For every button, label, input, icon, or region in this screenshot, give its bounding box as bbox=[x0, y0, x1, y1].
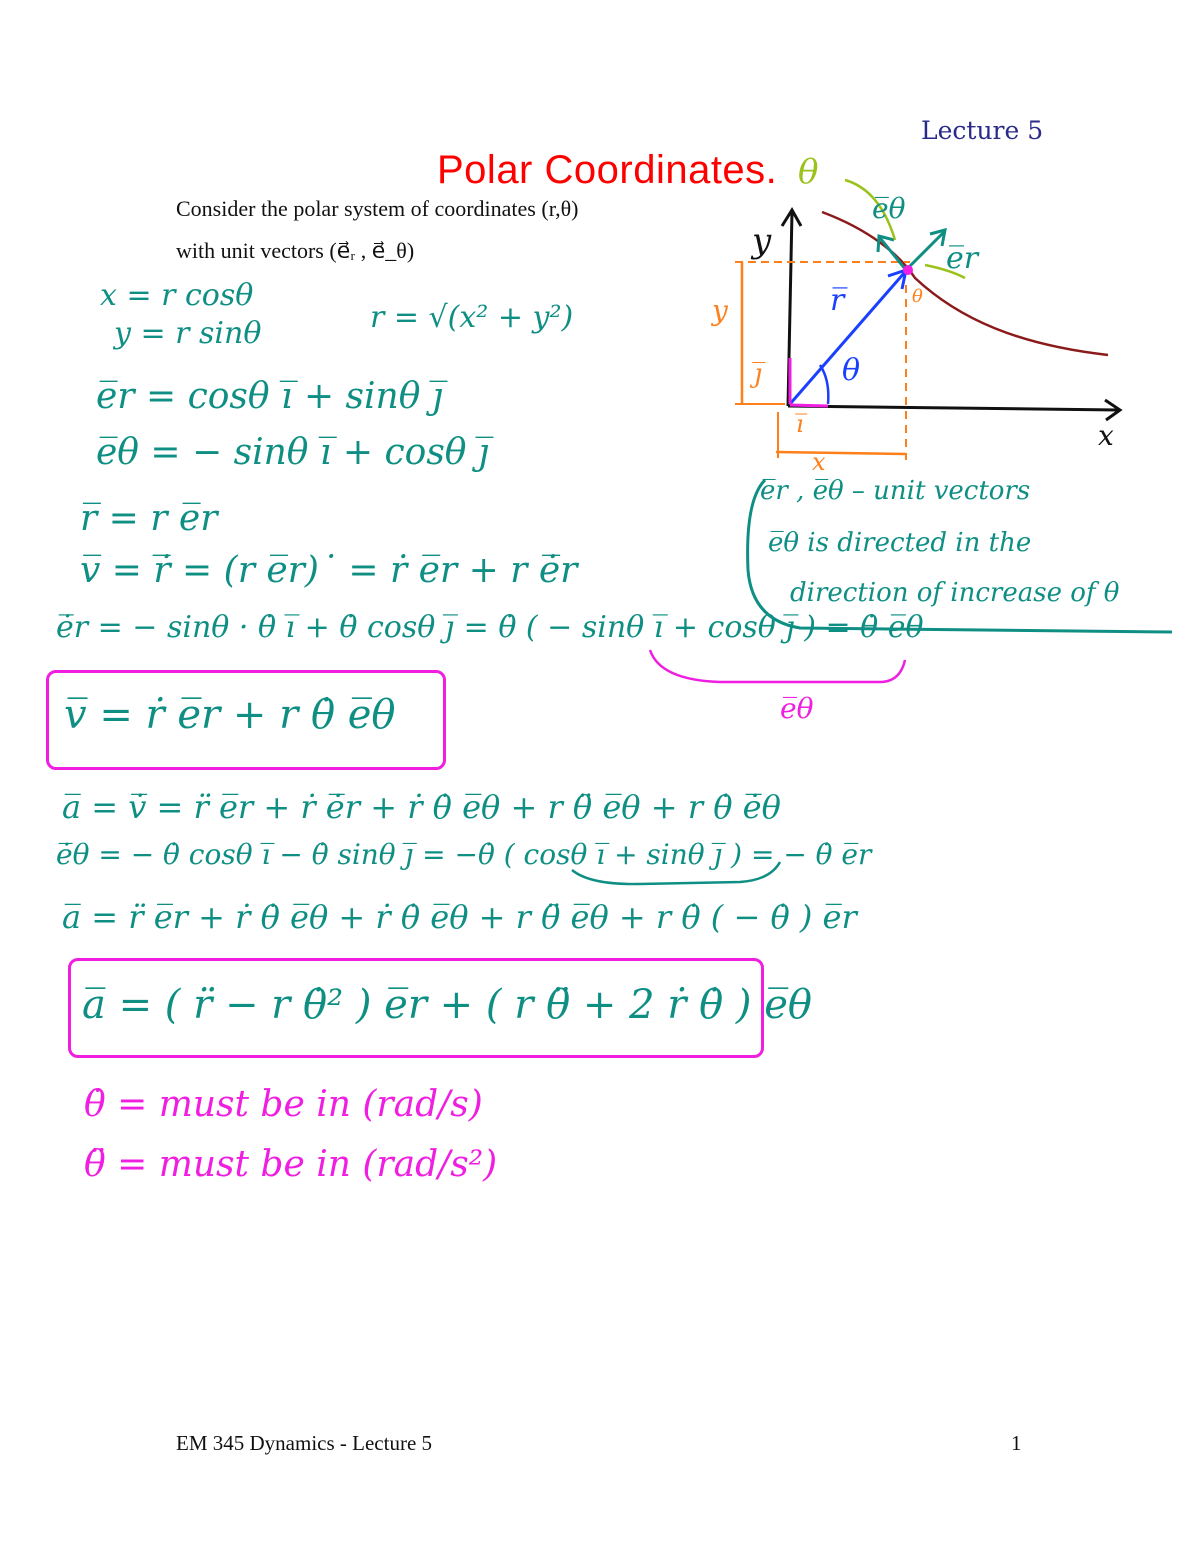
note-line-1: e̅r , e̅θ – unit vectors bbox=[760, 476, 1031, 506]
eq-v-result: v̅ = ṙ e̅r + r θ̇ e̅θ bbox=[64, 692, 396, 738]
diagram-y-dim-label: y bbox=[712, 294, 728, 327]
diagram-theta-top: θ bbox=[798, 152, 819, 192]
intro-line-2: with unit vectors (e⃗ᵣ , e⃗_θ) bbox=[176, 238, 415, 263]
e-theta-vector bbox=[880, 238, 906, 270]
eq-etheta-def: e̅θ = − sinθ i̅ + cosθ j̅ bbox=[96, 432, 490, 473]
diagram-i-label: i̅ bbox=[796, 410, 804, 438]
eq-theta-ddot-unit: θ̈ = must be in (rad/s²) bbox=[84, 1144, 498, 1185]
eq-theta-dot-unit: θ̇ = must be in (rad/s) bbox=[84, 1084, 483, 1125]
eq-v-derivative: v̅ = ṙ̅ = (r e̅r)˙ = ṙ e̅r + r ė̅r bbox=[80, 550, 578, 591]
diagram-small-theta: θ bbox=[912, 286, 923, 307]
diagram-e-r-label: e̅r bbox=[946, 241, 979, 276]
eq-r-def: r = √(x² + y²) bbox=[370, 300, 574, 335]
diagram-r-label: r̅ bbox=[830, 283, 845, 318]
eq-a-expand: a̅ = r̈ e̅r + ṙ θ̇ e̅θ + ṙ θ̇ e̅θ + r θ̈ e̅θ + r θ̇ ( − θ̇ ) e̅r bbox=[62, 898, 857, 936]
lecture-label: Lecture 5 bbox=[921, 116, 1044, 145]
eq-er-dot-brace-label: e̅θ bbox=[780, 692, 814, 725]
angle-arc bbox=[820, 365, 828, 404]
diagram-j-label: j̅ bbox=[754, 359, 763, 389]
x-dimension-line bbox=[776, 452, 906, 454]
diagram-x-dim-label: x bbox=[812, 448, 826, 476]
diagram-angle-label: θ bbox=[842, 353, 861, 388]
e-theta-brace bbox=[650, 650, 905, 682]
eq-er-def: e̅r = cosθ i̅ + sinθ j̅ bbox=[96, 376, 444, 417]
diagram-x-axis-label: x bbox=[1098, 419, 1114, 452]
eq-a-result: a̅ = ( r̈ − r θ̇² ) e̅r + ( r θ̈ + 2 ṙ θ̇ ) e̅θ bbox=[82, 982, 812, 1028]
eq-x-def: x = r cosθ bbox=[100, 278, 254, 313]
trajectory-curve bbox=[822, 212, 1108, 355]
e-r-vector bbox=[906, 232, 944, 270]
eq-etheta-dot: ė̅θ = − θ̇ cosθ i̅ − θ̇ sinθ j̅ = −θ̇ ( cosθ i̅ + sinθ j̅ ) = − θ̇ e̅r bbox=[56, 838, 872, 871]
footer-course: EM 345 Dynamics - Lecture 5 bbox=[176, 1431, 433, 1455]
intro-line-1: Consider the polar system of coordinates (r,θ) bbox=[176, 196, 579, 221]
eq-er-dot: ė̅r = − sinθ · θ̇ i̅ + θ̇ cosθ j̅ = θ̇ ( − sinθ i̅ + cosθ j̅ ) = θ̇ e̅θ bbox=[56, 610, 924, 645]
i-unit-vector bbox=[790, 405, 828, 406]
page-title: Polar Coordinates. bbox=[437, 148, 778, 192]
footer-page-number: 1 bbox=[1011, 1431, 1022, 1455]
eq-r-vector: r̅ = r e̅r bbox=[80, 498, 218, 539]
note-line-2: e̅θ is directed in the bbox=[768, 528, 1032, 558]
x-axis bbox=[788, 406, 1118, 410]
eq-y-def: y = r sinθ bbox=[114, 316, 262, 351]
diagram-y-axis-label: y bbox=[752, 221, 772, 261]
diagram-e-theta-label: e̅θ bbox=[872, 192, 906, 225]
eq-a-derivative: a̅ = v̅̇ = r̈ e̅r + ṙ ė̅r + ṙ θ̇ e̅θ + r θ̈ e̅θ + r θ̇ ė̅θ bbox=[62, 788, 781, 826]
note-line-3: direction of increase of θ bbox=[790, 578, 1120, 608]
point-marker bbox=[903, 265, 913, 275]
